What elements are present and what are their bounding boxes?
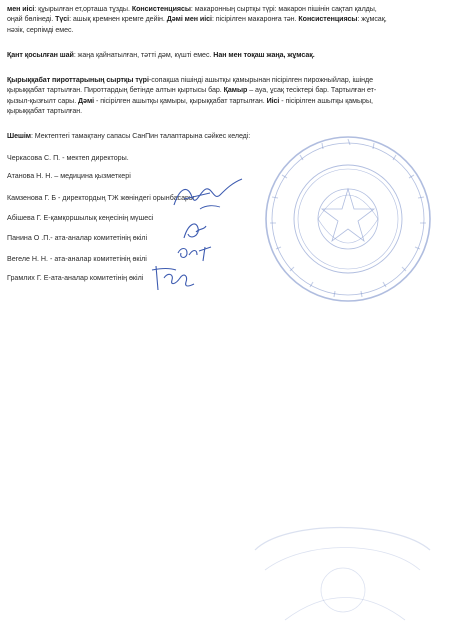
text: – ауа, ұсақ тесіктері бар. Тартылған ет- <box>247 86 377 95</box>
text: -сопақша пішінді ашытқы қамырынан пісірілген пирожныйлар, ішінде <box>148 76 374 84</box>
text: қырыққабат тартылған. <box>7 107 83 116</box>
signature-gramlikh <box>150 262 196 296</box>
label-taste: Дәмі <box>78 96 95 105</box>
label-smell: мен иісі <box>7 5 35 13</box>
text: : жаңа қайнатылған, тәтті дәм, күшті емес. <box>73 51 214 59</box>
signature-panina <box>180 218 210 244</box>
label-color: Түсі <box>55 15 70 24</box>
label-consistency: Консистенциясы <box>298 15 358 24</box>
label-taste: Дәмі мен иісі <box>166 15 212 24</box>
line <box>7 50 439 60</box>
text: - пісірілген ашытқы қамыры, қырыққабат тартылған. <box>94 96 267 105</box>
signatory-line: Камзенова Г. Б - директордың ТЖ жөніндегі орынбасары <box>7 194 195 202</box>
label-bread: Нан мен тоқаш жаңа, жұмсақ. <box>213 51 315 59</box>
label-decision: Шешім <box>7 132 31 140</box>
line <box>7 25 439 35</box>
signatory-line: Вегеле Н. Н. - ата-аналар комитетінің өкілі <box>7 255 147 263</box>
signatory-line: Атанова Н. Н. – медицина қызметкері <box>7 172 131 180</box>
label-dough: Қамыр <box>223 86 248 95</box>
text: қырыққабат тартылған. Пироттардың бетінде алтын қыртысы бар. <box>7 86 224 95</box>
stamp-impression-faint <box>245 510 440 630</box>
paragraph-pies <box>7 75 439 117</box>
line <box>7 4 439 14</box>
signatory-line: Грамлих Г. Е-ата-аналар комитетінің өкілі <box>7 274 144 282</box>
text: қызыл-қызғылт сары. <box>7 96 79 105</box>
text: : құырылған ет,орташа тұзды. <box>34 5 132 13</box>
paragraph-pasta <box>7 4 439 35</box>
line <box>7 75 439 85</box>
label-smell: Иісі <box>266 96 280 105</box>
text: : пісірілген макаронға тән. <box>211 15 299 24</box>
text: нәзік, серпімді емес. <box>7 25 74 34</box>
line <box>7 106 439 116</box>
line <box>7 96 439 106</box>
text: оңай бөлінеді. <box>7 15 56 24</box>
text: : ашық кремнен кремге дейін. <box>69 15 167 24</box>
label-tea: Қант қосылған шай <box>7 51 74 59</box>
text: : жұмсақ, <box>357 15 387 24</box>
line <box>7 85 439 95</box>
paragraph-tea <box>7 50 439 60</box>
official-seal-stamp <box>262 131 434 306</box>
signatory-line: Черкасова С. П. - мектеп директоры. <box>7 154 129 162</box>
text: : макаронның сыртқы түрі: макарон пішінін сақтап қалды, <box>190 5 377 13</box>
signatory-line: Абішева Г. Е-қамқоршылық кеңесінің мүшесі <box>7 214 154 222</box>
line <box>7 14 439 24</box>
text: : Мектептегі тамақтану сапасы СанПин талаптарына сәйкес келеді: <box>30 132 251 140</box>
signature-kamzenova <box>170 175 245 215</box>
label-consistency: Консистенциясы <box>131 5 191 13</box>
text: - пісірілген ашытқы қамыры, <box>279 96 373 105</box>
label-pies: Қырыққабат пироттарының сыртқы түрі <box>7 76 149 84</box>
signatory-line: Панина О .П.- ата-аналар комитетінің өкілі <box>7 234 148 242</box>
